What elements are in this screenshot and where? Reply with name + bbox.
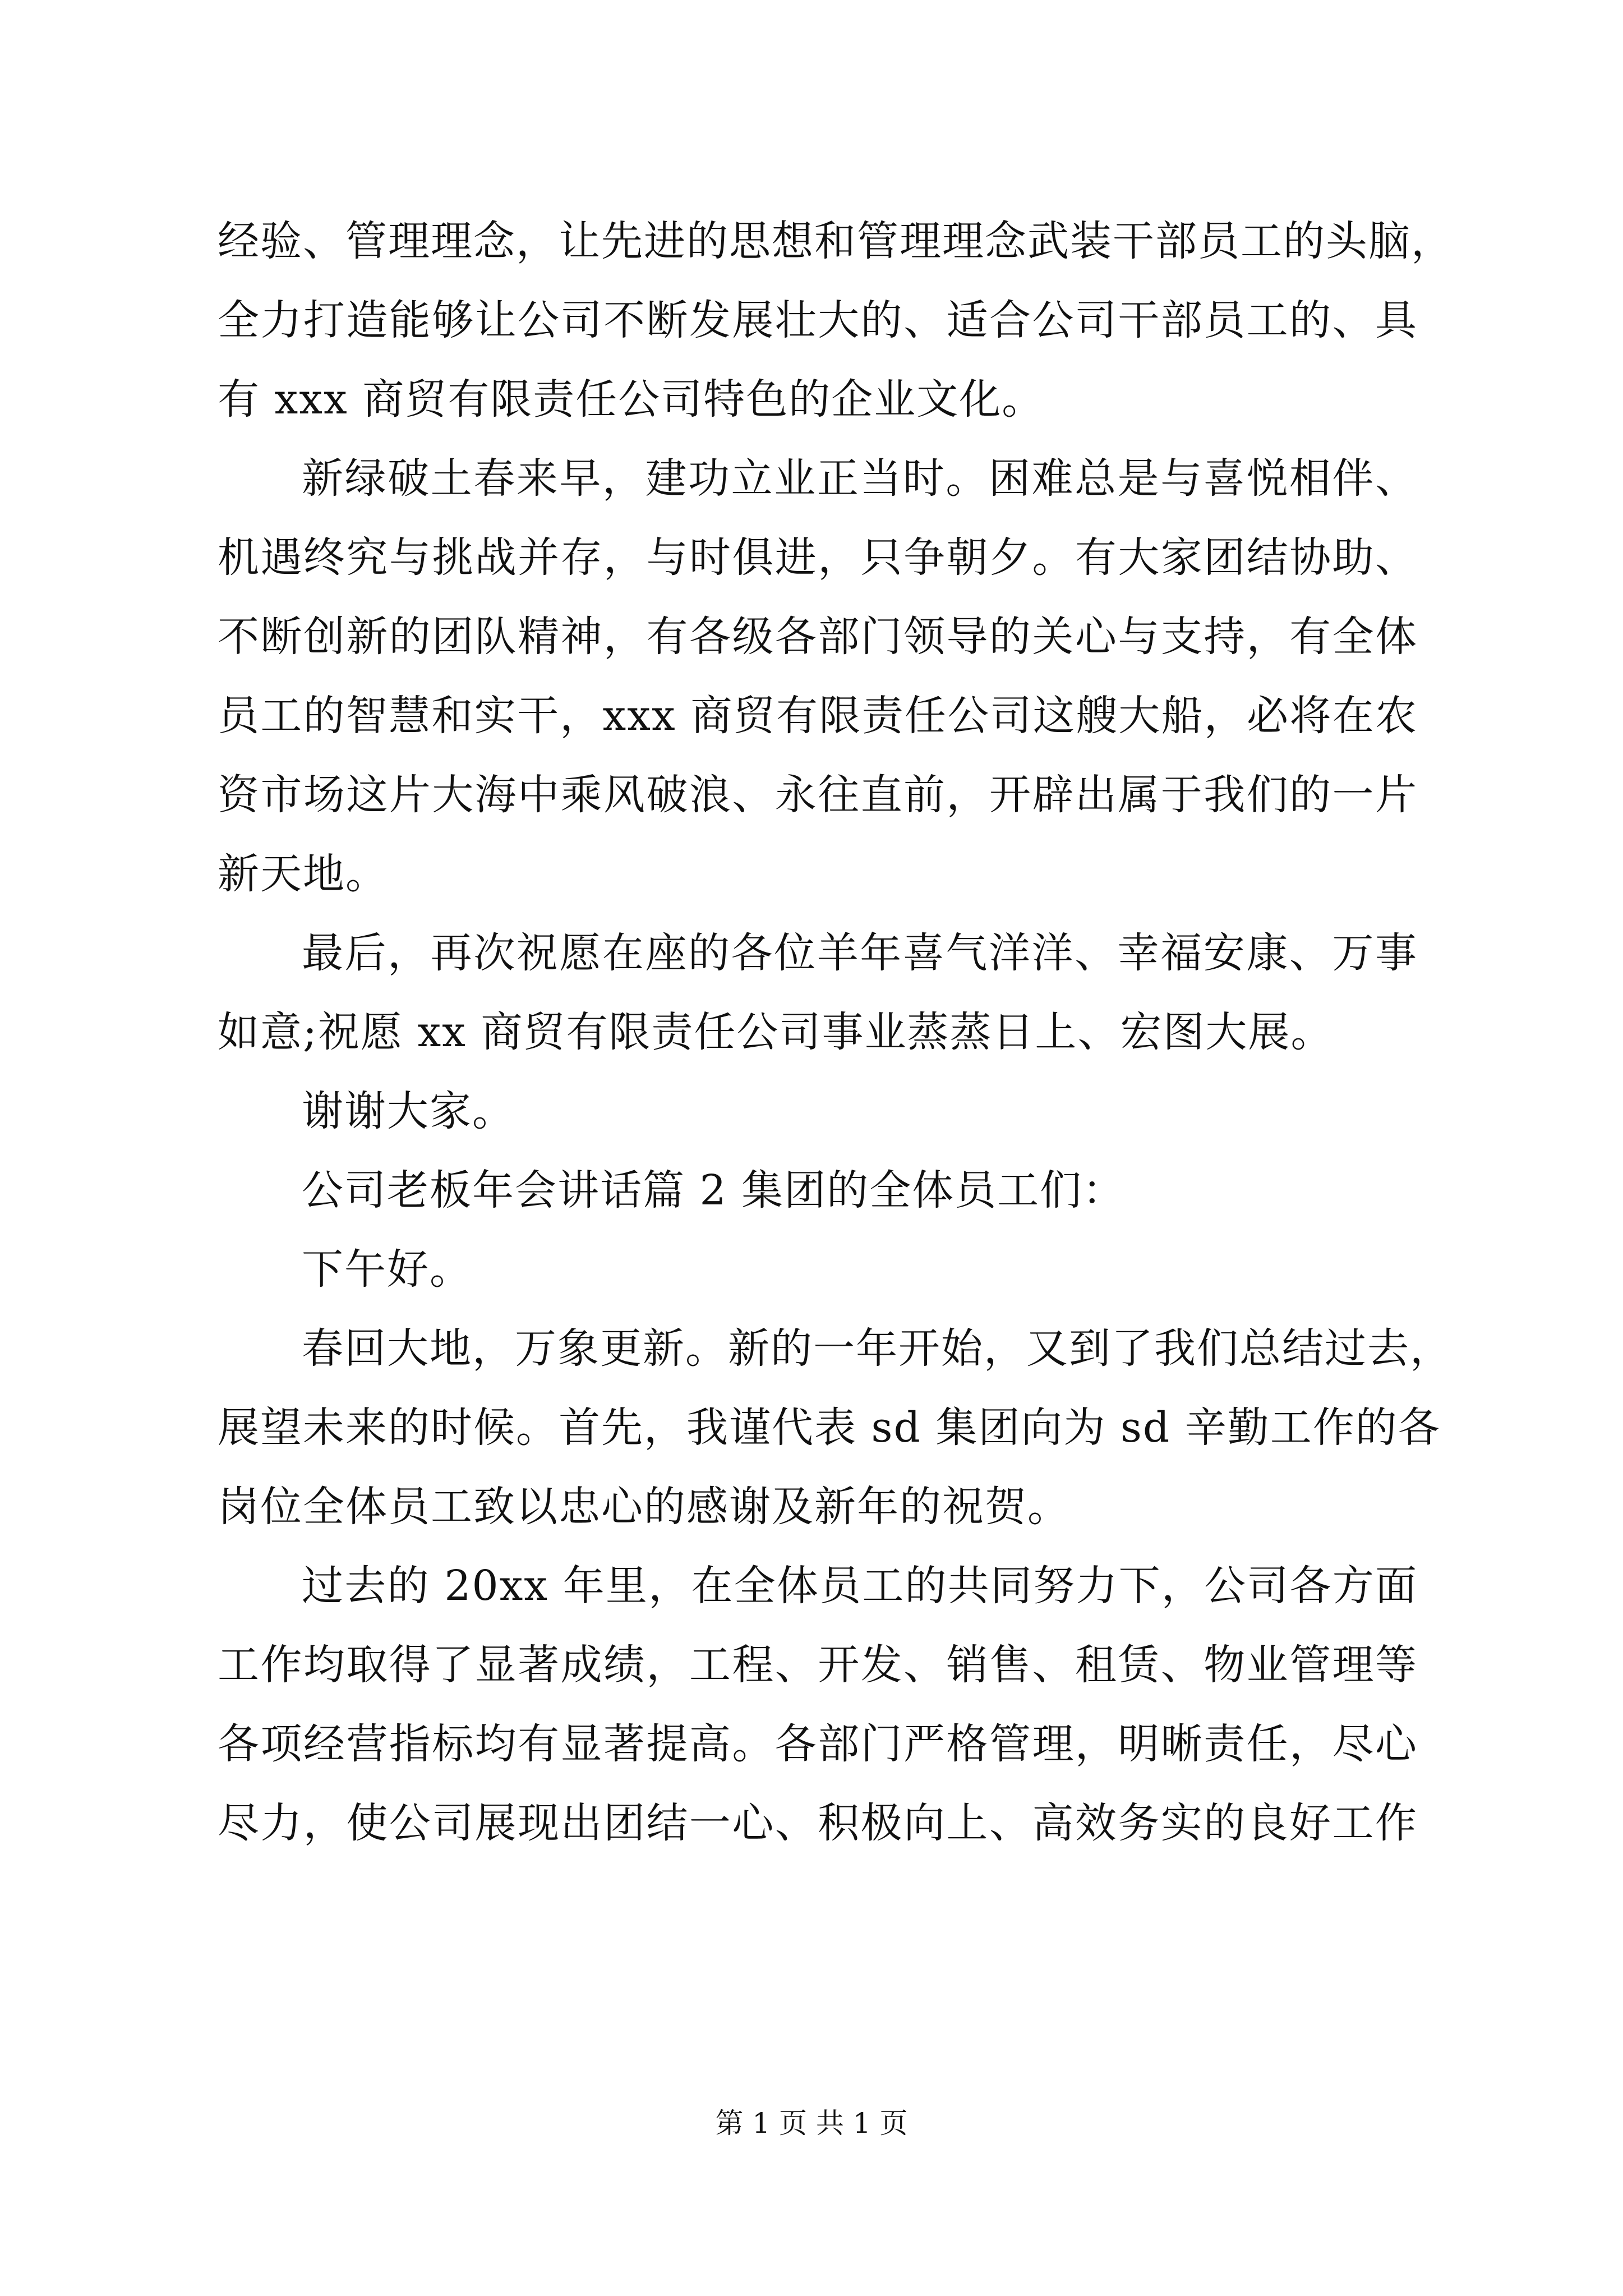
text-line: 下午好。 [302, 1245, 472, 1294]
text-line: 岗位全体员工致以忠心的感谢及新年的祝贺。 [218, 1483, 1070, 1531]
text-line: 有 xxx 商贸有限责任公司特色的企业文化。 [218, 375, 1045, 424]
text-line: 春回大地，万象更新。新的一年开始，又到了我们总结过去， [302, 1324, 1453, 1373]
text-line: 谢谢大家。 [302, 1087, 515, 1135]
text-line: 过去的 20xx 年里，在全体员工的共同努力下，公司各方面 [302, 1562, 1418, 1610]
text-line: 各项经营指标均有显著提高。各部门严格管理，明晰责任，尽心 [218, 1720, 1418, 1768]
body-text [218, 202, 1454, 1863]
text-line: 新绿破土春来早，建功立业正当时。困难总是与喜悦相伴、 [302, 454, 1418, 503]
text-line: 机遇终究与挑战并存，与时俱进，只争朝夕。有大家团结协助、 [218, 533, 1418, 582]
text-line: 员工的智慧和实干，xxx 商贸有限责任公司这艘大船，必将在农 [218, 692, 1418, 740]
text-line: 全力打造能够让公司不断发展壮大的、适合公司干部员工的、具 [218, 296, 1418, 344]
text-line: 展望未来的时候。首先，我谨代表 sd 集团向为 sd 辛勤工作的各 [218, 1404, 1441, 1452]
text-line: 尽力，使公司展现出团结一心、积极向上、高效务实的良好工作 [218, 1799, 1418, 1847]
text-line: 经验、管理理念，让先进的思想和管理理念武装干部员工的头脑， [218, 217, 1454, 265]
section-heading: 公司老板年会讲话篇 2 集团的全体员工们： [302, 1166, 1126, 1214]
page-number-footer: 第 1 页 共 1 页 [715, 2107, 908, 2139]
text-line: 如意;祝愿 xx 商贸有限责任公司事业蒸蒸日上、宏图大展。 [218, 1008, 1334, 1056]
text-line: 不断创新的团队精神，有各级各部门领导的关心与支持，有全体 [218, 613, 1418, 661]
text-line: 资市场这片大海中乘风破浪、永往直前，开辟出属于我们的一片 [218, 771, 1418, 819]
text-line: 最后，再次祝愿在座的各位羊年喜气洋洋、幸福安康、万事 [302, 929, 1418, 977]
text-line: 工作均取得了显著成绩，工程、开发、销售、租赁、物业管理等 [218, 1641, 1418, 1689]
text-line: 新天地。 [218, 850, 388, 898]
